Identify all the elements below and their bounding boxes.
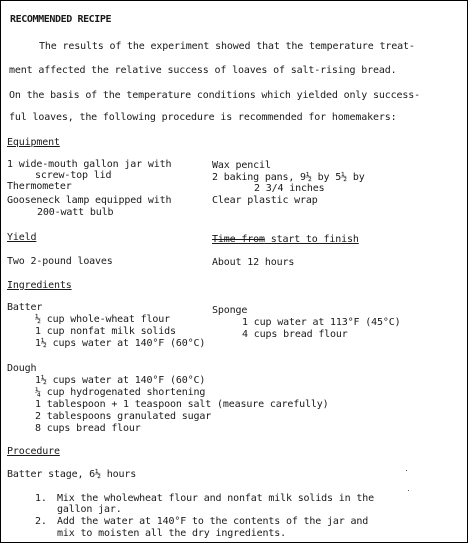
step-1-line-2: gallon jar.	[57, 504, 122, 515]
sponge-label: Sponge	[212, 305, 248, 316]
time-heading-rest: start to finish	[264, 234, 359, 245]
dough-item-1: 1½ cups water at 140°F (60°C)	[35, 375, 206, 386]
yield-value: Two 2-pound loaves	[7, 256, 113, 267]
equipment-right-2: 2 baking pans, 9½ by 5½ by	[212, 172, 365, 183]
equipment-left-3: Thermometer	[7, 181, 72, 192]
step-1-number: 1.	[35, 493, 47, 504]
equipment-heading: Equipment	[7, 137, 60, 148]
intro-line-3: On the basis of the temperature conditions which yielded only success-	[9, 90, 420, 101]
procedure-heading: Procedure	[7, 446, 60, 457]
batter-item-3: 1½ cups water at 140°F (60°C)	[35, 338, 206, 349]
equipment-right-1: Wax pencil	[212, 160, 271, 171]
time-value: About 12 hours	[212, 257, 295, 268]
sponge-item-2: 4 cups bread flour	[242, 329, 348, 340]
equipment-right-4: Clear plastic wrap	[212, 195, 318, 206]
speck-mark	[406, 470, 407, 471]
step-1-line-1: Mix the wholewheat flour and nonfat milk solids in the	[57, 493, 375, 504]
equipment-left-5: 200-watt bulb	[37, 207, 114, 218]
batter-item-2: 1 cup nonfat milk solids	[35, 326, 176, 337]
procedure-stage: Batter stage, 6½ hours	[7, 469, 137, 480]
dough-item-5: 8 cups bread flour	[35, 423, 141, 434]
batter-label: Batter	[7, 302, 43, 313]
dough-item-4: 2 tablespoons granulated sugar	[35, 411, 212, 422]
intro-line-1: The results of the experiment showed that the temperature treat-	[39, 41, 415, 52]
time-heading-struck: Time from	[212, 234, 265, 245]
ingredients-heading: Ingredients	[7, 280, 72, 291]
equipment-left-2: screw-top lid	[35, 170, 112, 181]
intro-line-4: ful loaves, the following procedure is recommended for homemakers:	[9, 112, 397, 123]
dough-item-3: 1 tablespoon + 1 teaspoon salt (measure carefully)	[35, 399, 329, 410]
intro-line-2: ment affected the relative success of loaves of salt-rising bread.	[9, 65, 397, 76]
sponge-item-1: 1 cup water at 113°F (45°C)	[242, 317, 401, 328]
time-heading	[212, 234, 359, 245]
yield-heading: Yield	[7, 232, 37, 243]
equipment-left-4: Gooseneck lamp equipped with	[7, 195, 172, 206]
step-2-number: 2.	[35, 516, 47, 527]
step-2-line-2: mix to moisten all the dry ingredients.	[57, 528, 286, 539]
equipment-left-1: 1 wide-mouth gallon jar with	[7, 159, 172, 170]
equipment-right-3: 2 3/4 inches	[254, 183, 325, 194]
step-2-line-1: Add the water at 140°F to the contents of the jar and	[57, 516, 369, 527]
page-title: RECOMMENDED RECIPE	[10, 14, 112, 25]
speck-mark	[408, 490, 409, 491]
batter-item-1: ½ cup whole-wheat flour	[35, 314, 171, 325]
dough-label: Dough	[7, 363, 37, 374]
dough-item-2: ¼ cup hydrogenated shortening	[35, 387, 206, 398]
